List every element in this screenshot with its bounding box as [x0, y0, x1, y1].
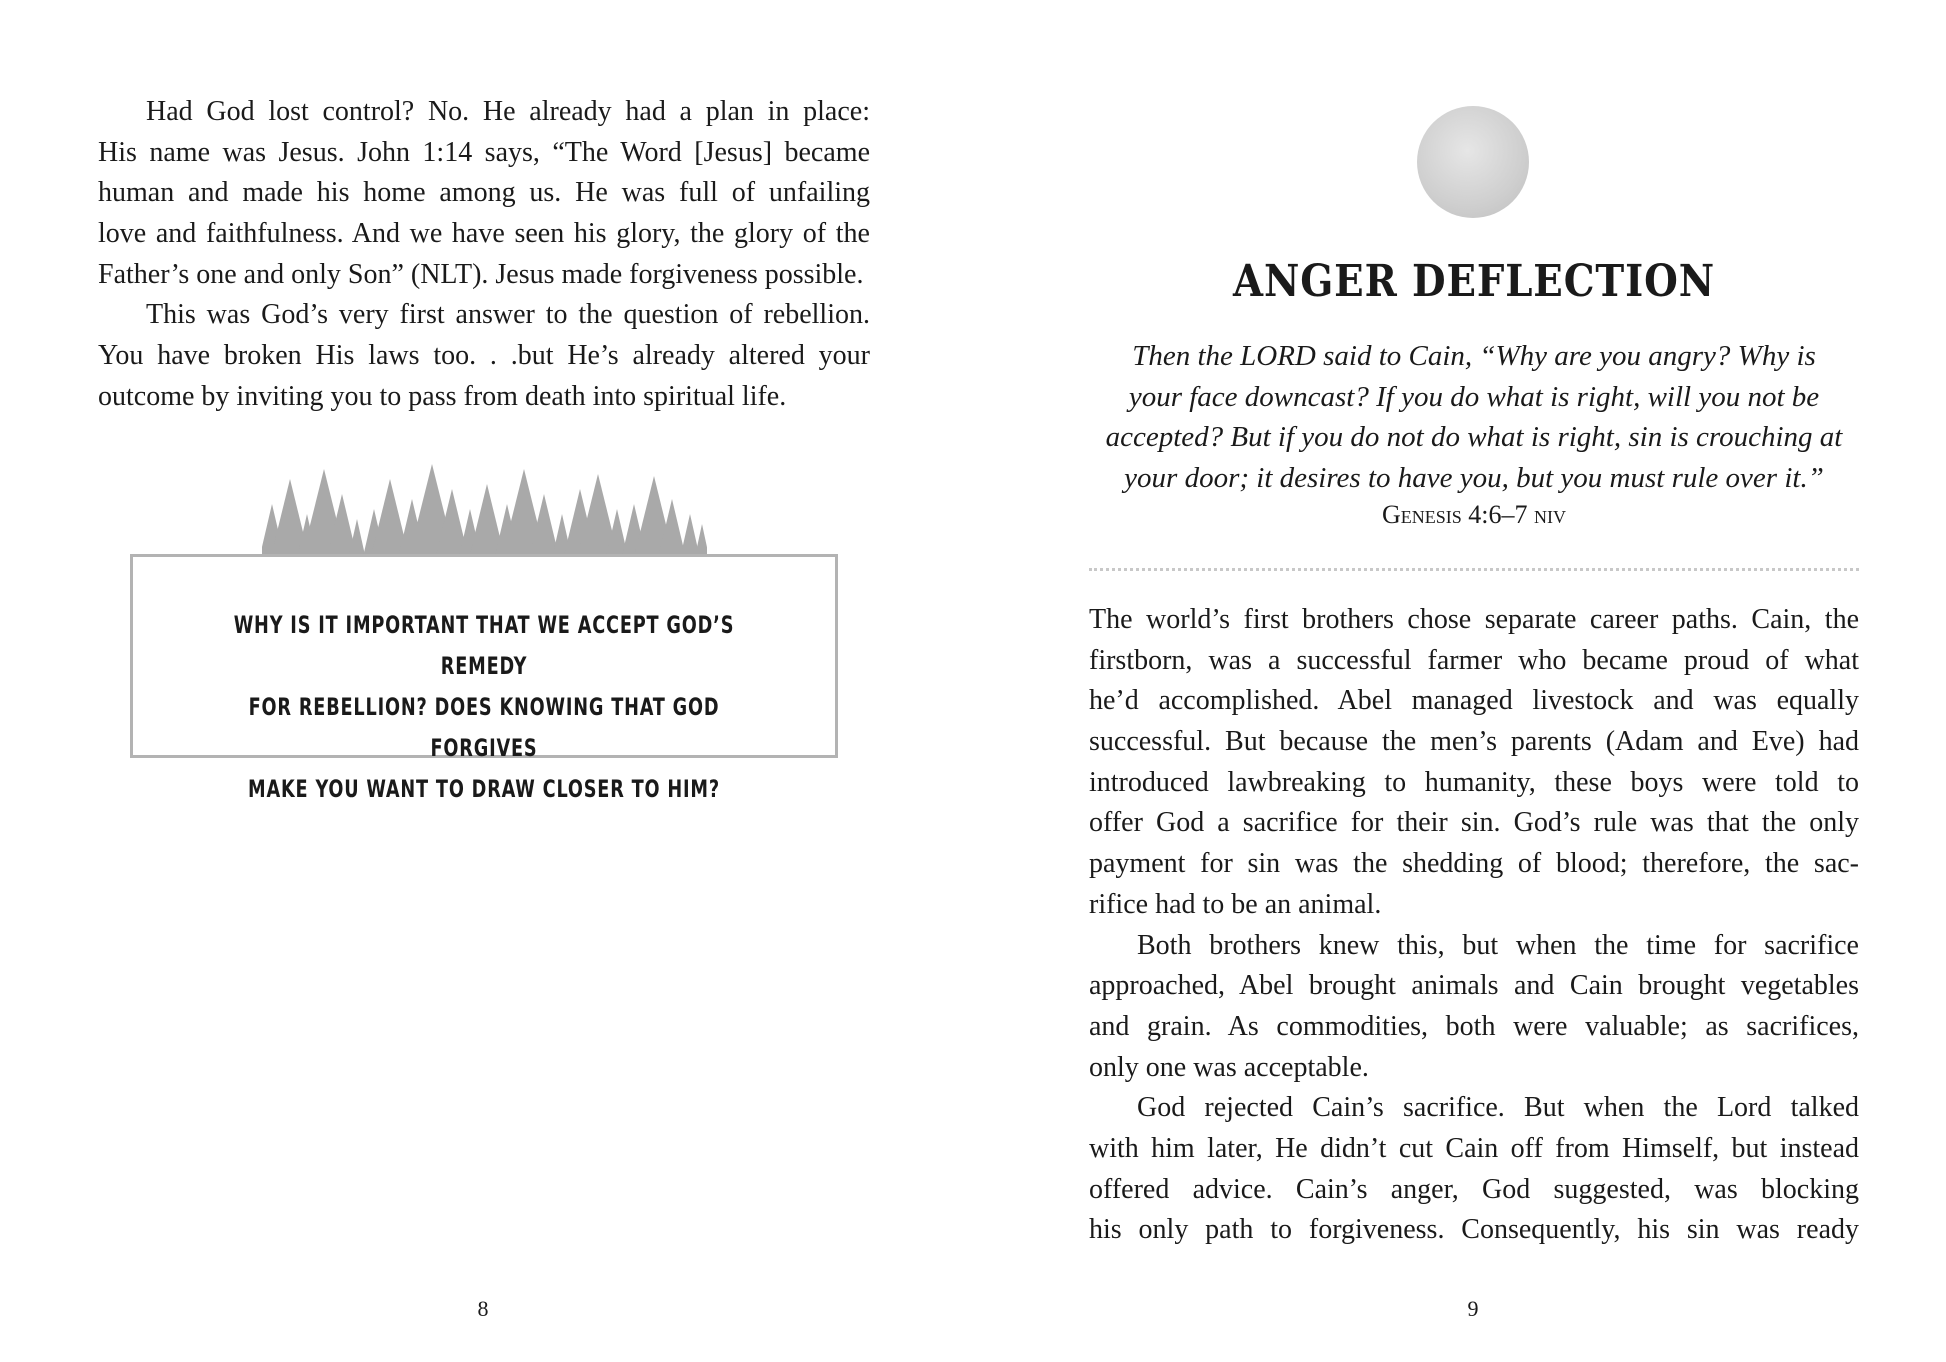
text-line: firstborn, was a successful farmer who became proud of what: [1089, 644, 1859, 676]
text-line: human and made his home among us. He was full of unfailing: [98, 177, 870, 209]
text-line: His name was Jesus. John 1:14 says, “The Word [Jesus] became: [98, 136, 870, 168]
text-line: his only path to forgiveness. Consequently, his sin was ready: [1089, 1214, 1859, 1246]
text-line: Then the LORD said to Cain, “Why are you angry? Why is: [1132, 340, 1816, 372]
text-line: rifice had to be an animal.: [1089, 888, 1382, 920]
text-line: and grain. As commodities, both were valuable; as sacrifices,: [1089, 1010, 1859, 1042]
text-line: Both brothers knew this, but when the time for sacrifice: [1137, 929, 1859, 961]
text-line: You have broken His laws too. . .but He’s already altered your: [98, 340, 870, 372]
chapter-title: ANGER DEFLECTION: [1233, 256, 1715, 307]
text-line: offer God a sacrifice for their sin. God’s rule was that the only: [1089, 807, 1859, 839]
text-line: with him later, He didn’t cut Cain off from Himself, but instead: [1089, 1132, 1859, 1164]
text-line: your door; it desires to have you, but you must rule over it.”: [1124, 461, 1824, 494]
dotted-divider: [1089, 568, 1859, 571]
text-line: offered advice. Cain’s anger, God suggested, was blocking: [1089, 1173, 1859, 1205]
text-line: This was God’s very first answer to the question of rebellion.: [146, 299, 870, 331]
text-line: FOR REBELLION? DOES KNOWING THAT GOD FORGIVES: [248, 693, 720, 762]
text-line: Had God lost control? No. He already had a plan in place:: [146, 96, 870, 127]
reflection-question: [196, 605, 772, 810]
text-line: accepted? But if you do not do what is right, sin is crouching at: [1105, 421, 1843, 453]
scripture-quote: [1089, 336, 1859, 498]
text-line: your face downcast? If you do what is right, will you not be: [1128, 380, 1820, 413]
scripture-reference: Genesis 4:6–7 niv: [1382, 500, 1566, 529]
text-line: MAKE YOU WANT TO DRAW CLOSER TO HIM?: [248, 775, 720, 803]
text-line: The world’s first brothers chose separate career paths. Cain, the: [1089, 604, 1859, 635]
text-line: successful. But because the men’s parents (Adam and Eve) had: [1089, 726, 1859, 758]
text-line: love and faithfulness. And we have seen his glory, the glory of the: [98, 218, 870, 250]
text-line: outcome by inviting you to pass from death into spiritual life.: [98, 380, 787, 412]
text-line: he’d accomplished. Abel managed livestock and was equally: [1089, 685, 1859, 717]
reflection-question-box: [130, 554, 838, 803]
text-line: Father’s one and only Son” (NLT). Jesus made forgiveness possible.: [98, 258, 864, 290]
text-line: WHY IS IT IMPORTANT THAT WE ACCEPT GOD’S REMEDY: [233, 611, 735, 680]
page-number-right: 9: [1467, 1296, 1479, 1321]
left-page-body: [98, 92, 870, 418]
text-line: payment for sin was the shedding of blood; therefore, the sac-: [1089, 848, 1859, 880]
text-line: approached, Abel brought animals and Cain brought vegetables: [1089, 970, 1859, 1002]
page-number-left: 8: [477, 1296, 489, 1321]
moon-illustration: [1417, 106, 1529, 218]
text-line: introduced lawbreaking to humanity, these boys were told to: [1089, 766, 1859, 798]
right-page-body: [1089, 600, 1859, 1251]
text-line: only one was acceptable.: [1089, 1051, 1369, 1083]
text-line: God rejected Cain’s sacrifice. But when the Lord talked: [1137, 1092, 1859, 1124]
